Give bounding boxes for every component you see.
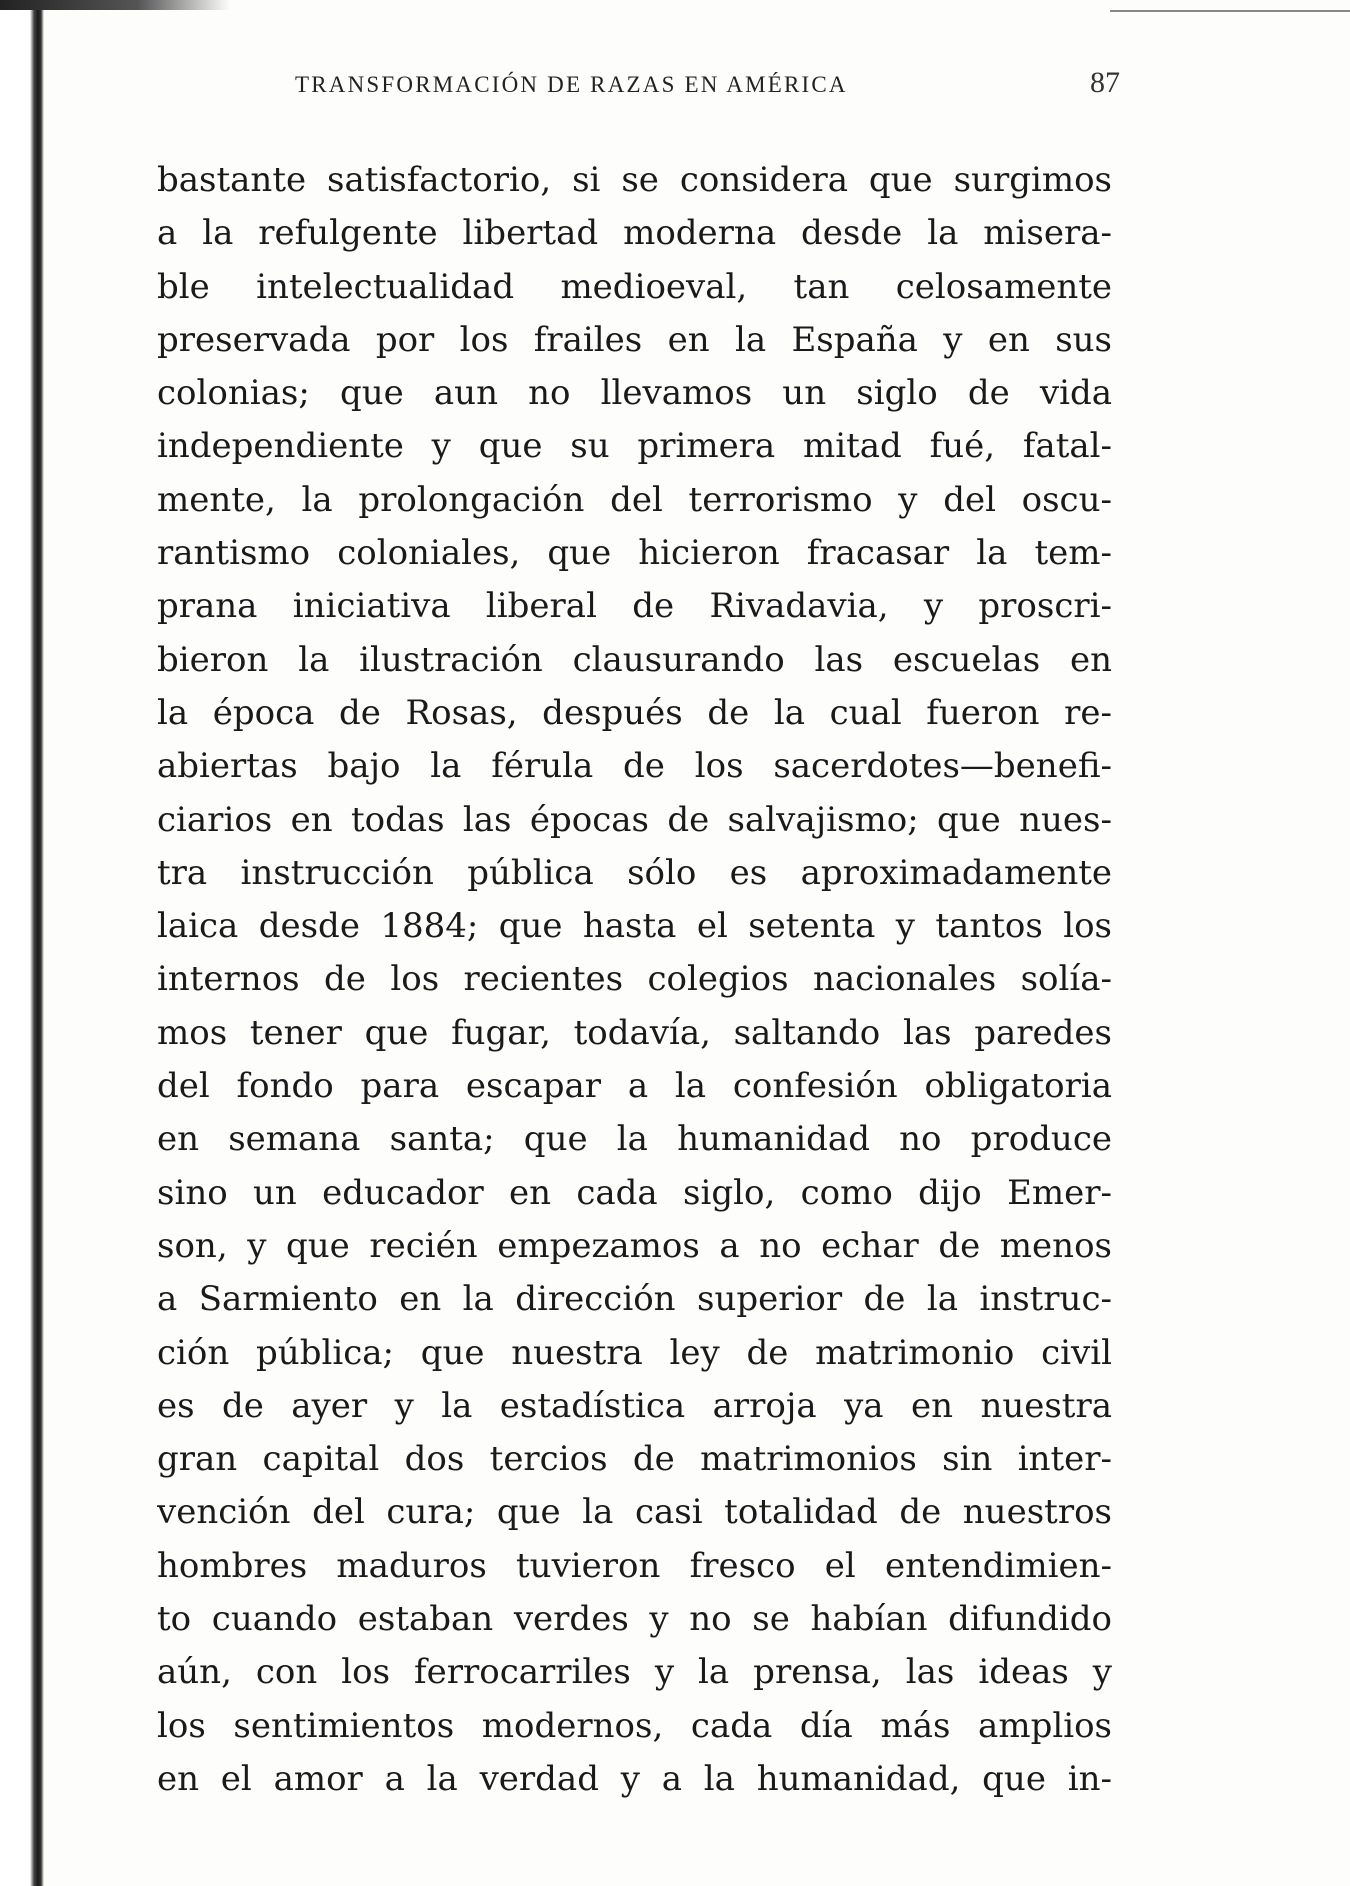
text-line: a Sarmiento en la dirección superior de la instruc- [157, 1279, 1112, 1320]
text-line: preservada por los frailes en la España y en sus [157, 319, 1112, 360]
text-line: ble intelectualidad medioeval, tan celosamente [157, 266, 1112, 307]
text-line: mos tener que fugar, todavía, saltando las paredes [157, 1012, 1112, 1053]
text-line: abiertas bajo la férula de los sacerdotes—benefi- [157, 746, 1112, 787]
text-line: la época de Rosas, después de la cual fueron re- [157, 692, 1112, 733]
text-line: sino un educador en cada siglo, como dijo Emer- [157, 1172, 1112, 1213]
binding-edge [0, 0, 44, 1886]
text-line: a la refulgente libertad moderna desde la misera- [157, 213, 1112, 254]
text-line: es de ayer y la estadística arroja ya en nuestra [157, 1385, 1112, 1426]
text-line: aún, con los ferrocarriles y la prensa, las ideas y [157, 1652, 1112, 1693]
text-line: laica desde 1884; que hasta el setenta y tantos los [157, 906, 1112, 947]
text-line: del fondo para escapar a la confesión obligatoria [157, 1066, 1112, 1107]
text-line: gran capital dos tercios de matrimonios sin inter- [157, 1439, 1112, 1480]
text-line: mente, la prolongación del terrorismo y del oscu- [157, 479, 1112, 520]
text-line: los sentimientos modernos, cada día más amplios [157, 1705, 1112, 1746]
text-line: colonias; que aun no llevamos un siglo de vida [157, 373, 1112, 414]
running-title: TRANSFORMACIÓN DE RAZAS EN AMÉRICA [295, 72, 848, 97]
text-line: vención del cura; que la casi totalidad de nuestros [157, 1492, 1112, 1533]
text-line: ciarios en todas las épocas de salvajismo; que nues- [157, 799, 1112, 840]
running-head [150, 66, 1120, 108]
text-line: ción pública; que nuestra ley de matrimonio civil [157, 1332, 1112, 1373]
text-line: internos de los recientes colegios nacionales solía- [157, 959, 1112, 1000]
text-line: tra instrucción pública sólo es aproximadamente [157, 852, 1112, 893]
binding-top-shadow [0, 0, 230, 10]
text-line: en semana santa; que la humanidad no produce [157, 1119, 1112, 1160]
text-line: hombres maduros tuvieron fresco el entendimien- [157, 1545, 1112, 1586]
text-line: rantismo coloniales, que hicieron fracasar la tem- [157, 533, 1112, 574]
text-line: to cuando estaban verdes y no se habían difundido [157, 1599, 1112, 1640]
text-line: son, y que recién empezamos a no echar de menos [157, 1225, 1112, 1266]
text-line: bieron la ilustración clausurando las escuelas en [157, 639, 1112, 680]
text-line: en el amor a la verdad y a la humanidad, que in- [157, 1758, 1112, 1799]
text-line: prana iniciativa liberal de Rivadavia, y proscri- [157, 586, 1112, 627]
body-text [157, 154, 1112, 1806]
page-number: 87 [1090, 66, 1120, 99]
text-line: bastante satisfactorio, si se considera que surgimos [157, 160, 1112, 200]
top-rule [1110, 10, 1350, 12]
text-line: independiente y que su primera mitad fué, fatal- [157, 426, 1112, 467]
